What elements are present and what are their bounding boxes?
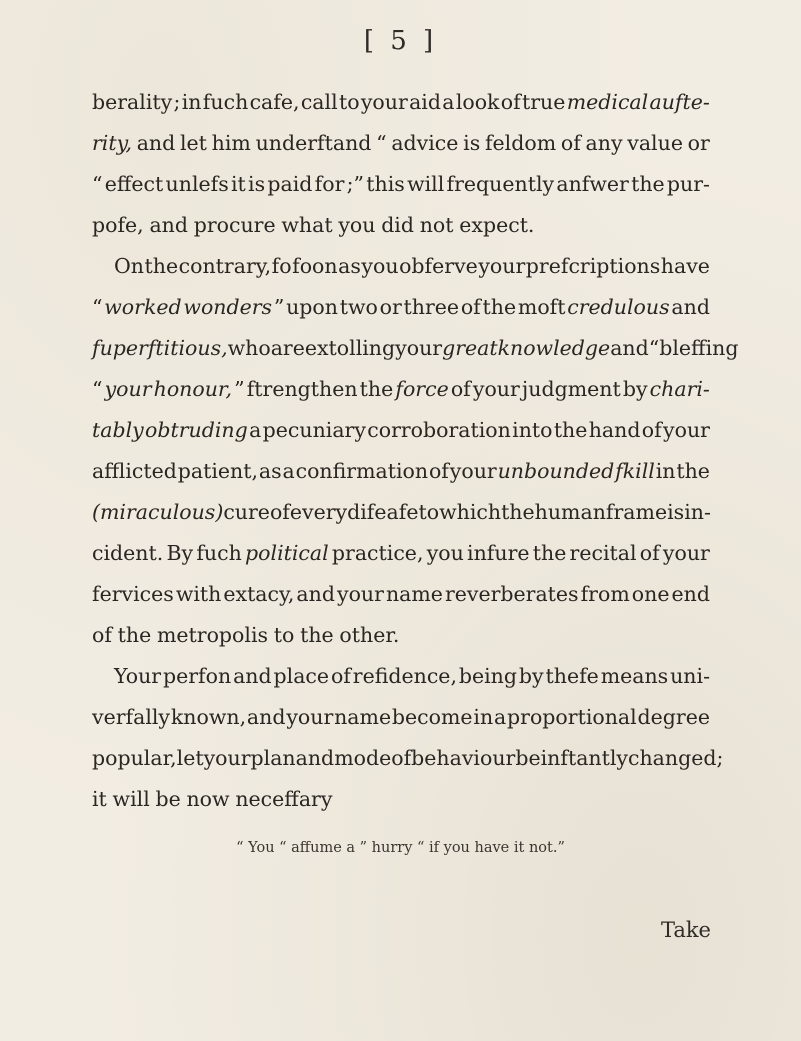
word: afflicted	[92, 459, 177, 483]
word: for	[314, 172, 345, 196]
word: means	[600, 664, 669, 688]
word: place	[273, 664, 330, 688]
word: the	[359, 377, 394, 401]
word: of	[391, 746, 412, 770]
word: look	[455, 90, 500, 114]
word: your	[395, 336, 443, 360]
word: of	[460, 295, 481, 319]
word: call	[300, 90, 338, 114]
word: On	[114, 254, 145, 278]
word: from	[580, 582, 630, 606]
word: will	[112, 787, 150, 811]
word: judgment	[521, 377, 621, 401]
word: your	[472, 377, 520, 401]
word: ;	[716, 746, 724, 770]
italic-word: your	[104, 377, 152, 401]
footnote: “ You “ affume a ” hurry “ if you have it not.”	[236, 840, 565, 856]
word: being	[458, 664, 517, 688]
word: not	[419, 213, 454, 237]
italic-word: political	[245, 541, 329, 565]
word: effect	[104, 172, 164, 196]
italic-word: medical	[566, 90, 649, 114]
italic-word: chari-	[649, 377, 710, 401]
word: what	[281, 213, 333, 237]
word: by	[622, 377, 648, 401]
word: the	[553, 418, 588, 442]
word: and	[296, 582, 335, 606]
word: into	[512, 418, 553, 442]
word: cident.	[92, 541, 164, 565]
text-line	[92, 328, 739, 369]
word: ”	[234, 377, 245, 401]
word: name	[385, 582, 443, 606]
text-line	[92, 246, 710, 287]
word: and	[149, 213, 188, 237]
word: of	[500, 90, 521, 114]
word: confirmation	[295, 459, 429, 483]
word: unlefs	[165, 172, 229, 196]
word: your	[663, 418, 710, 442]
word: infure	[467, 541, 530, 565]
text-line	[92, 574, 710, 615]
word: in	[473, 705, 494, 729]
word: ”	[273, 295, 285, 319]
word: of	[428, 459, 449, 483]
word: and	[246, 705, 286, 729]
word: and	[671, 295, 710, 319]
word: prefcriptions	[525, 254, 661, 278]
word: “	[648, 336, 660, 360]
word: two	[339, 295, 378, 319]
word: your	[203, 746, 251, 770]
word: hand	[588, 418, 641, 442]
text-line	[92, 451, 710, 492]
word: ;	[173, 90, 181, 114]
word: which	[439, 500, 502, 524]
word: is	[248, 172, 266, 196]
word: metropolis	[156, 623, 269, 647]
word: contrary,	[178, 254, 272, 278]
word: a	[493, 705, 507, 729]
page-number: [ 5 ]	[363, 26, 438, 56]
word: the	[501, 500, 535, 524]
word: reverberates	[444, 582, 579, 606]
word: foon	[292, 254, 338, 278]
word: now	[186, 787, 230, 811]
word: by	[518, 664, 544, 688]
word: be	[515, 746, 541, 770]
word: one	[631, 582, 670, 606]
word: let	[179, 131, 207, 155]
text-line	[92, 410, 710, 451]
word: or	[687, 131, 710, 155]
word: “	[376, 131, 387, 155]
word: three	[403, 295, 460, 319]
word: refidence,	[352, 664, 457, 688]
word: frame	[605, 500, 668, 524]
text-line	[92, 492, 710, 533]
word: a	[442, 90, 455, 114]
catchword: Take	[660, 918, 711, 942]
word: who	[227, 336, 271, 360]
word: a	[249, 418, 262, 442]
word: behaviour	[411, 746, 516, 770]
word: of	[560, 131, 581, 155]
word: ftrengthen	[246, 377, 358, 401]
word: known,	[170, 705, 247, 729]
word: fuch	[196, 541, 242, 565]
word: to	[338, 90, 360, 114]
word: “	[92, 172, 103, 196]
body-text	[92, 82, 739, 820]
word: perfon	[163, 664, 232, 688]
italic-word: (miraculous)	[92, 500, 224, 524]
text-line	[92, 533, 710, 574]
word: as	[258, 459, 282, 483]
word: of	[330, 664, 351, 688]
word: advice	[391, 131, 459, 155]
italic-word: force	[395, 377, 449, 401]
word: popular,	[92, 746, 177, 770]
text-line	[92, 779, 710, 820]
text-line	[92, 82, 710, 123]
word: pur-	[666, 172, 710, 196]
word: is	[667, 500, 685, 524]
word: of	[92, 623, 112, 647]
word: “	[92, 295, 103, 319]
word: pofe,	[92, 213, 144, 237]
italic-word: knowledge	[497, 336, 611, 360]
word: verfally	[92, 705, 171, 729]
word: value	[627, 131, 683, 155]
italic-word: honour,	[153, 377, 232, 401]
word: inftantly	[540, 746, 628, 770]
italic-word: fkill	[615, 459, 655, 483]
word: this	[366, 172, 405, 196]
word: frequently	[446, 172, 555, 196]
word: the	[144, 254, 179, 278]
word: every	[289, 500, 348, 524]
word: other.	[339, 623, 400, 647]
word: uni-	[670, 664, 710, 688]
word: you	[338, 213, 376, 237]
word: name	[334, 705, 392, 729]
word: your	[662, 541, 710, 565]
word: end	[671, 582, 710, 606]
word: obferve	[399, 254, 478, 278]
word: it	[92, 787, 107, 811]
word: in	[655, 459, 676, 483]
italic-word: worked	[104, 295, 182, 319]
word: neceffary	[235, 787, 333, 811]
word: fuch	[202, 90, 249, 114]
word: is	[463, 131, 481, 155]
word: the	[482, 295, 517, 319]
word: cafe,	[249, 90, 300, 114]
word: will	[407, 172, 445, 196]
text-line	[92, 287, 710, 328]
word: true	[522, 90, 566, 114]
word: and	[295, 746, 335, 770]
word: corroboration	[367, 418, 511, 442]
word: moft	[517, 295, 566, 319]
word: your	[478, 254, 526, 278]
word: fervices	[92, 582, 174, 606]
text-line	[92, 123, 710, 164]
word: of	[450, 377, 471, 401]
word: changed	[628, 746, 717, 770]
word: proportional	[507, 705, 637, 729]
word: you	[361, 254, 399, 278]
word: and	[136, 131, 176, 155]
italic-word: credulous	[567, 295, 670, 319]
word: the	[676, 459, 710, 483]
word: and	[610, 336, 649, 360]
word: your	[286, 705, 334, 729]
word: feldom	[484, 131, 557, 155]
word: By	[166, 541, 194, 565]
word: difeafe	[347, 500, 419, 524]
italic-word: aufte-	[649, 90, 710, 114]
word: it	[231, 172, 246, 196]
word: in-	[684, 500, 711, 524]
italic-word: tably	[92, 418, 144, 442]
word: the	[117, 623, 152, 647]
word: you	[426, 541, 464, 565]
italic-word: great	[442, 336, 498, 360]
word: recital	[569, 541, 637, 565]
word: paid	[267, 172, 313, 196]
word: with	[175, 582, 222, 606]
word: extacy,	[223, 582, 295, 606]
italic-word: unbounded	[497, 459, 615, 483]
text-line	[92, 697, 710, 738]
text-line	[92, 656, 710, 697]
word: are	[270, 336, 305, 360]
italic-word: rity,	[92, 131, 132, 155]
word: plan	[250, 746, 296, 770]
word: cure	[223, 500, 270, 524]
word: ;”	[346, 172, 365, 196]
word: anfwer	[556, 172, 629, 196]
word: “	[92, 377, 103, 401]
word: fo	[271, 254, 292, 278]
word: of	[641, 418, 662, 442]
word: and	[233, 664, 272, 688]
word: human	[534, 500, 606, 524]
word: the	[631, 172, 665, 196]
word: procure	[193, 213, 276, 237]
word: to	[418, 500, 440, 524]
word: a	[282, 459, 295, 483]
word: extolling	[304, 336, 396, 360]
word: of	[269, 500, 290, 524]
word: your	[336, 582, 384, 606]
word: the	[300, 623, 334, 647]
word: in	[181, 90, 202, 114]
word: him	[211, 131, 251, 155]
italic-word: wonders	[183, 295, 273, 319]
word: your	[449, 459, 497, 483]
word: practice,	[331, 541, 424, 565]
text-line	[92, 615, 710, 656]
text-line	[92, 369, 710, 410]
italic-word: fuperftitious,	[92, 336, 228, 360]
text-line	[92, 205, 710, 246]
word: underftand	[255, 131, 372, 155]
word: bleffing	[659, 336, 739, 360]
text-line	[92, 164, 710, 205]
text-line	[92, 738, 724, 779]
word: did	[381, 213, 414, 237]
word: have	[660, 254, 710, 278]
word: or	[379, 295, 402, 319]
word: let	[176, 746, 204, 770]
word: the	[532, 541, 567, 565]
word: be	[155, 787, 181, 811]
word: mode	[334, 746, 392, 770]
word: Your	[114, 664, 162, 688]
word: upon	[286, 295, 338, 319]
word: pecuniary	[262, 418, 366, 442]
word: thefe	[545, 664, 599, 688]
word: berality	[92, 90, 173, 114]
word: to	[273, 623, 295, 647]
italic-word: obtruding	[145, 418, 248, 442]
word: expect.	[459, 213, 535, 237]
word: your	[360, 90, 408, 114]
word: of	[639, 541, 660, 565]
word: degree	[637, 705, 710, 729]
word: patient,	[177, 459, 258, 483]
word: as	[338, 254, 361, 278]
word: become	[391, 705, 473, 729]
word: aid	[409, 90, 441, 114]
word: any	[585, 131, 623, 155]
